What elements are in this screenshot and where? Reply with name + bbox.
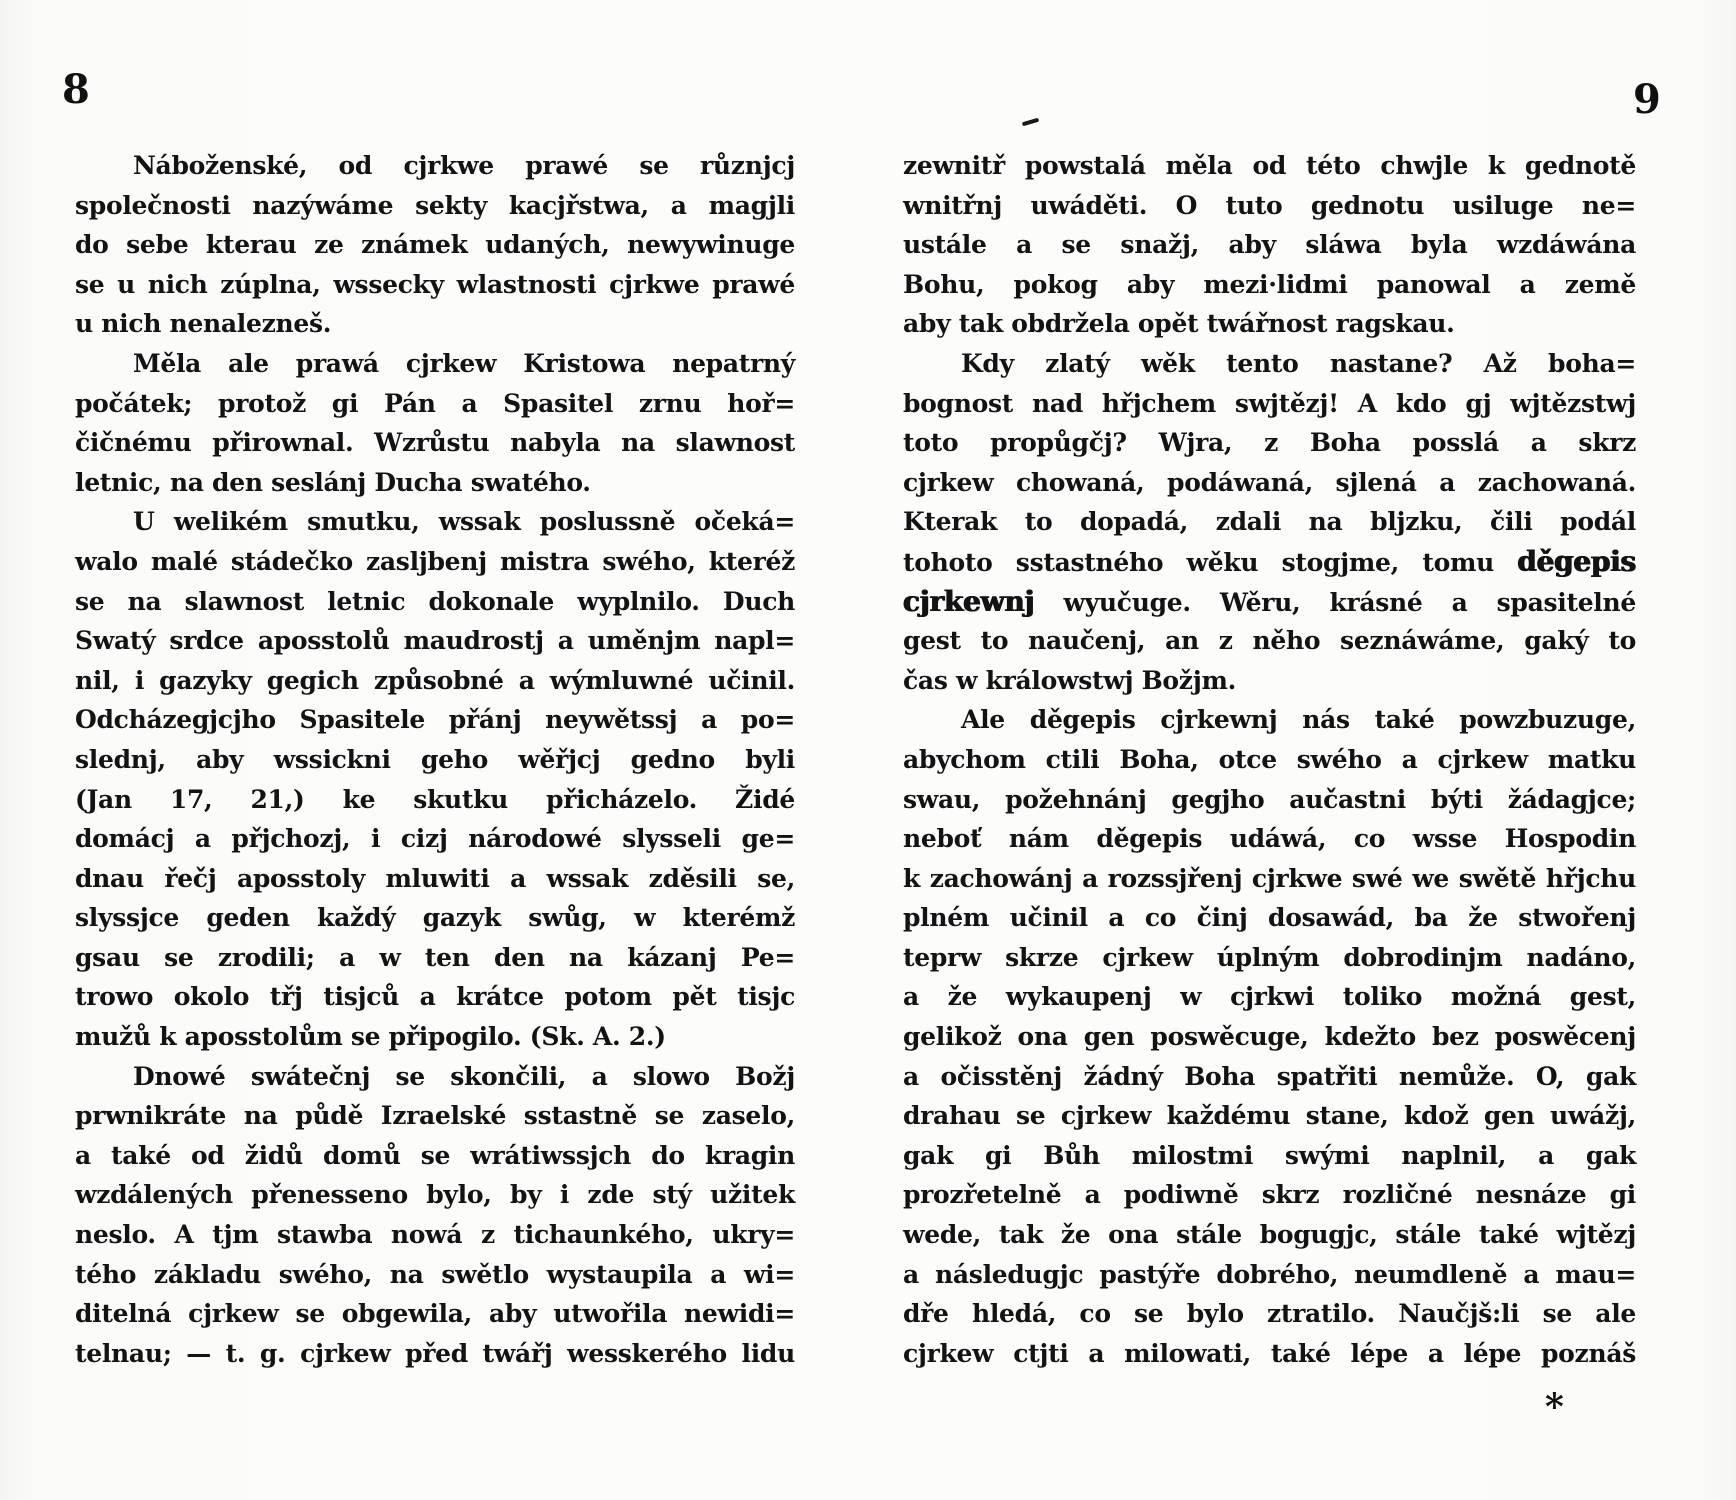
- text-line: [75, 1017, 795, 1057]
- text-line: [903, 819, 1636, 859]
- text-line: [75, 1215, 795, 1255]
- text-line: [903, 1175, 1636, 1215]
- text-line: [75, 1175, 795, 1215]
- text-segment: Kdy zlatý wěk tento nastane? Až boha=: [961, 348, 1636, 378]
- text-line: [75, 225, 795, 265]
- text-segment: ditelná cjrkew se obgewila, aby utwořila newidi=: [75, 1299, 795, 1329]
- text-segment: Odcházegjcjho Spasitele přánj neywětssj a po=: [75, 705, 795, 735]
- text-line: [903, 661, 1636, 701]
- text-segment: prwnikráte na půdě Izraelské sstastně se zaselo,: [75, 1101, 795, 1131]
- text-segment: a že wykaupenj w cjrkwi toliko možná gest,: [903, 982, 1636, 1012]
- text-line: [903, 898, 1636, 938]
- text-line: [903, 502, 1636, 542]
- text-segment: swau, požehnánj gegjho aučastni býti žádagjce;: [903, 784, 1636, 814]
- text-line: [75, 344, 795, 384]
- text-line: [903, 1057, 1636, 1097]
- text-line: [903, 859, 1636, 899]
- text-line: [75, 1096, 795, 1136]
- text-line: [903, 1017, 1636, 1057]
- text-segment: a také od židů domů se wrátiwssjch do kragin: [75, 1140, 795, 1170]
- text-segment: dnau řečj aposstoly mluwiti a wssak zděsili se,: [75, 863, 795, 893]
- text-segment: slednj, aby wssickni geho wěřjcj gedno byli: [75, 744, 795, 774]
- text-line: [75, 938, 795, 978]
- text-line: [903, 146, 1636, 186]
- text-segment: společnosti nazýwáme sekty kacjřstwa, a magjli: [75, 190, 795, 220]
- text-line: [903, 700, 1636, 740]
- text-segment: trowo okolo třj tisjců a krátce potom pět tisjc: [75, 982, 795, 1012]
- text-line: [75, 740, 795, 780]
- text-line: [903, 423, 1636, 463]
- text-line: [75, 146, 795, 186]
- text-line: [75, 542, 795, 582]
- text-line: [903, 1334, 1636, 1374]
- text-segment: čičnému přirownal. Wzrůstu nabyla na slawnost: [75, 428, 795, 458]
- text-line: [75, 384, 795, 424]
- text-line: [903, 780, 1636, 820]
- text-line: [903, 1255, 1636, 1295]
- text-segment: gelikož ona gen poswěcuge, kdežto bez poswěcenj: [903, 1022, 1636, 1052]
- text-line: [903, 977, 1636, 1017]
- text-segment: Kterak to dopadá, zdali na bljzku, čili podál: [903, 507, 1636, 537]
- text-line: [903, 463, 1636, 503]
- text-line: [903, 582, 1636, 622]
- text-line: [75, 621, 795, 661]
- text-segment: zewnitř powstalá měla od této chwjle k gednotě: [903, 151, 1636, 180]
- text-segment: Ale děgepis cjrkewnj nás také powzbuzuge,: [961, 705, 1636, 735]
- text-line: [75, 780, 795, 820]
- text-segment: aby tak obdržela opět twářnost ragskau.: [903, 309, 1455, 339]
- text-segment: dře hledá, co se bylo ztratilo. Naučjš:li se ale: [903, 1299, 1636, 1329]
- text-segment: gsau se zrodili; a w ten den na kázanj Pe=: [75, 942, 795, 972]
- text-segment: tého základu swého, na swětlo wystaupila a wi=: [75, 1259, 795, 1289]
- text-segment: Náboženské, od cjrkwe prawé se různjcj: [133, 151, 795, 180]
- text-line: [75, 1136, 795, 1176]
- text-segment: k zachowánj a rozssjřenj cjrkwe swé we swětě hřjchu: [903, 863, 1636, 893]
- text-segment: Swatý srdce aposstolů maudrostj a uměnjm napl=: [75, 626, 795, 656]
- text-line: [903, 304, 1636, 344]
- text-segment: (Jan 17, 21,) ke skutku přicházelo. Židé: [75, 784, 795, 814]
- text-line: [903, 542, 1636, 582]
- text-line: [75, 265, 795, 305]
- text-segment: wede, tak že ona stále bogugjc, stále také wjtězj: [903, 1220, 1636, 1250]
- text-segment: u nich nenalezneš.: [75, 309, 332, 339]
- text-segment: tohoto sstastného wěku stogjme, tomu: [903, 547, 1518, 577]
- text-segment: toto propůgčj? Wjra, z Boha posslá a skrz: [903, 428, 1636, 458]
- text-line: [75, 582, 795, 622]
- text-segment: nil, i gazyky gegich způsobné a wýmluwné učinil.: [75, 665, 795, 695]
- text-line: [75, 1294, 795, 1334]
- text-segment: gak gi Bůh milostmi swými naplnil, a gak: [903, 1140, 1636, 1170]
- text-line: [75, 463, 795, 503]
- text-line: [75, 186, 795, 226]
- text-line: [903, 1096, 1636, 1136]
- text-segment: počátek; protož gi Pán a Spasitel zrnu hoř=: [75, 388, 795, 418]
- page-number-left: 8: [62, 66, 90, 113]
- text-segment: prozřetelně a podiwně skrz rozličné nesnáze gi: [903, 1180, 1636, 1210]
- text-segment: ustále a se snažj, aby sláwa byla wzdáwána: [903, 230, 1636, 260]
- text-segment: neboť nám děgepis udáwá, co wsse Hospodin: [903, 824, 1636, 854]
- text-segment: slyssjce geden každý gazyk swůg, w kterémž: [75, 903, 795, 933]
- text-segment: mužů k aposstolům se připogilo. (Sk. A. 2.): [75, 1022, 666, 1052]
- text-segment: čas w králowstwj Božjm.: [903, 665, 1237, 695]
- text-segment: wnitřnj uwáděti. O tuto gednotu usiluge ne=: [903, 190, 1636, 220]
- text-line: [903, 225, 1636, 265]
- text-segment: cjrkew ctjti a milowati, také lépe a lépe poznáš: [903, 1338, 1636, 1368]
- text-segment: walo malé stádečko zasljbenj mistra swého, kteréž: [75, 546, 795, 576]
- text-segment: wyučuge. Wěru, krásné a spasitelné: [1034, 587, 1636, 617]
- text-line: [903, 1136, 1636, 1176]
- text-segment: drahau se cjrkew každému stane, kdož gen uwážj,: [903, 1101, 1636, 1131]
- text-line: [903, 1294, 1636, 1334]
- text-segment: gest to naučenj, an z něho seznáwáme, gaký to: [903, 626, 1636, 656]
- text-line: [75, 1334, 795, 1374]
- text-line: [75, 423, 795, 463]
- text-line: [903, 621, 1636, 661]
- text-line: [903, 265, 1636, 305]
- text-segment: letnic, na den seslánj Ducha swatého.: [75, 467, 591, 497]
- text-segment: U welikém smutku, wssak poslussně očeká=: [133, 507, 795, 537]
- text-line: [75, 502, 795, 542]
- text-segment: do sebe kterau ze známek udaných, newywinuge: [75, 230, 795, 260]
- text-segment: Dnowé swátečnj se skončili, a slowo Božj: [133, 1061, 795, 1091]
- text-line: [903, 384, 1636, 424]
- text-line: [903, 186, 1636, 226]
- text-line: [903, 344, 1636, 384]
- text-line: [903, 740, 1636, 780]
- text-line: [75, 1057, 795, 1097]
- text-line: [75, 819, 795, 859]
- text-segment: Bohu, pokog aby mezi·lidmi panowal a země: [903, 269, 1636, 299]
- text-segment: neslo. A tjm stawba nowá z tichaunkého, ukry=: [75, 1220, 795, 1250]
- text-line: [75, 859, 795, 899]
- text-segment: a očisstěnj žádný Boha spatřiti nemůže. O, gak: [903, 1061, 1636, 1091]
- text-segment: telnau; — t. g. cjrkew před twářj wesskerého lidu: [75, 1338, 795, 1368]
- text-segment: teprw skrze cjrkew úplným dobrodinjm nadáno,: [903, 942, 1636, 972]
- page-right-text: [903, 146, 1636, 1373]
- text-segment: plném učinil a co činj dosawád, ba že stwořenj: [903, 903, 1636, 933]
- text-line: [903, 938, 1636, 978]
- text-segment: bognost nad hřjchem swjtězj! A kdo gj wjtězstwj: [903, 388, 1636, 418]
- text-line: [75, 1255, 795, 1295]
- text-line: [75, 700, 795, 740]
- text-segment: domácj a přjchozj, i cizj národowé slysseli ge=: [75, 824, 795, 854]
- text-segment: abychom ctili Boha, otce swého a cjrkew matku: [903, 744, 1636, 774]
- text-line: [75, 304, 795, 344]
- text-segment: se na slawnost letnic dokonale wyplnilo. Duch: [75, 586, 795, 616]
- text-line: [903, 1215, 1636, 1255]
- text-segment: cjrkew chowaná, podáwaná, sjlená a zachowaná.: [903, 467, 1636, 497]
- text-segment: se u nich zúplna, wssecky wlastnosti cjrkwe prawé: [75, 269, 795, 299]
- signature-mark: *: [1545, 1386, 1564, 1428]
- text-segment: Měla ale prawá cjrkew Kristowa nepatrný: [133, 348, 795, 378]
- emphasized-text: cjrkewnj: [903, 584, 1035, 618]
- ink-smudge: [1022, 118, 1039, 127]
- text-segment: wzdálených přenesseno bylo, by i zde stý užitek: [75, 1180, 795, 1210]
- text-segment: a následugjc pastýře dobrého, neumdleně a mau=: [903, 1259, 1636, 1289]
- text-line: [75, 661, 795, 701]
- page-left-text: [75, 146, 795, 1373]
- text-line: [75, 898, 795, 938]
- page-number-right: 9: [1633, 76, 1661, 123]
- emphasized-text: děgepis: [1517, 544, 1636, 578]
- text-line: [75, 977, 795, 1017]
